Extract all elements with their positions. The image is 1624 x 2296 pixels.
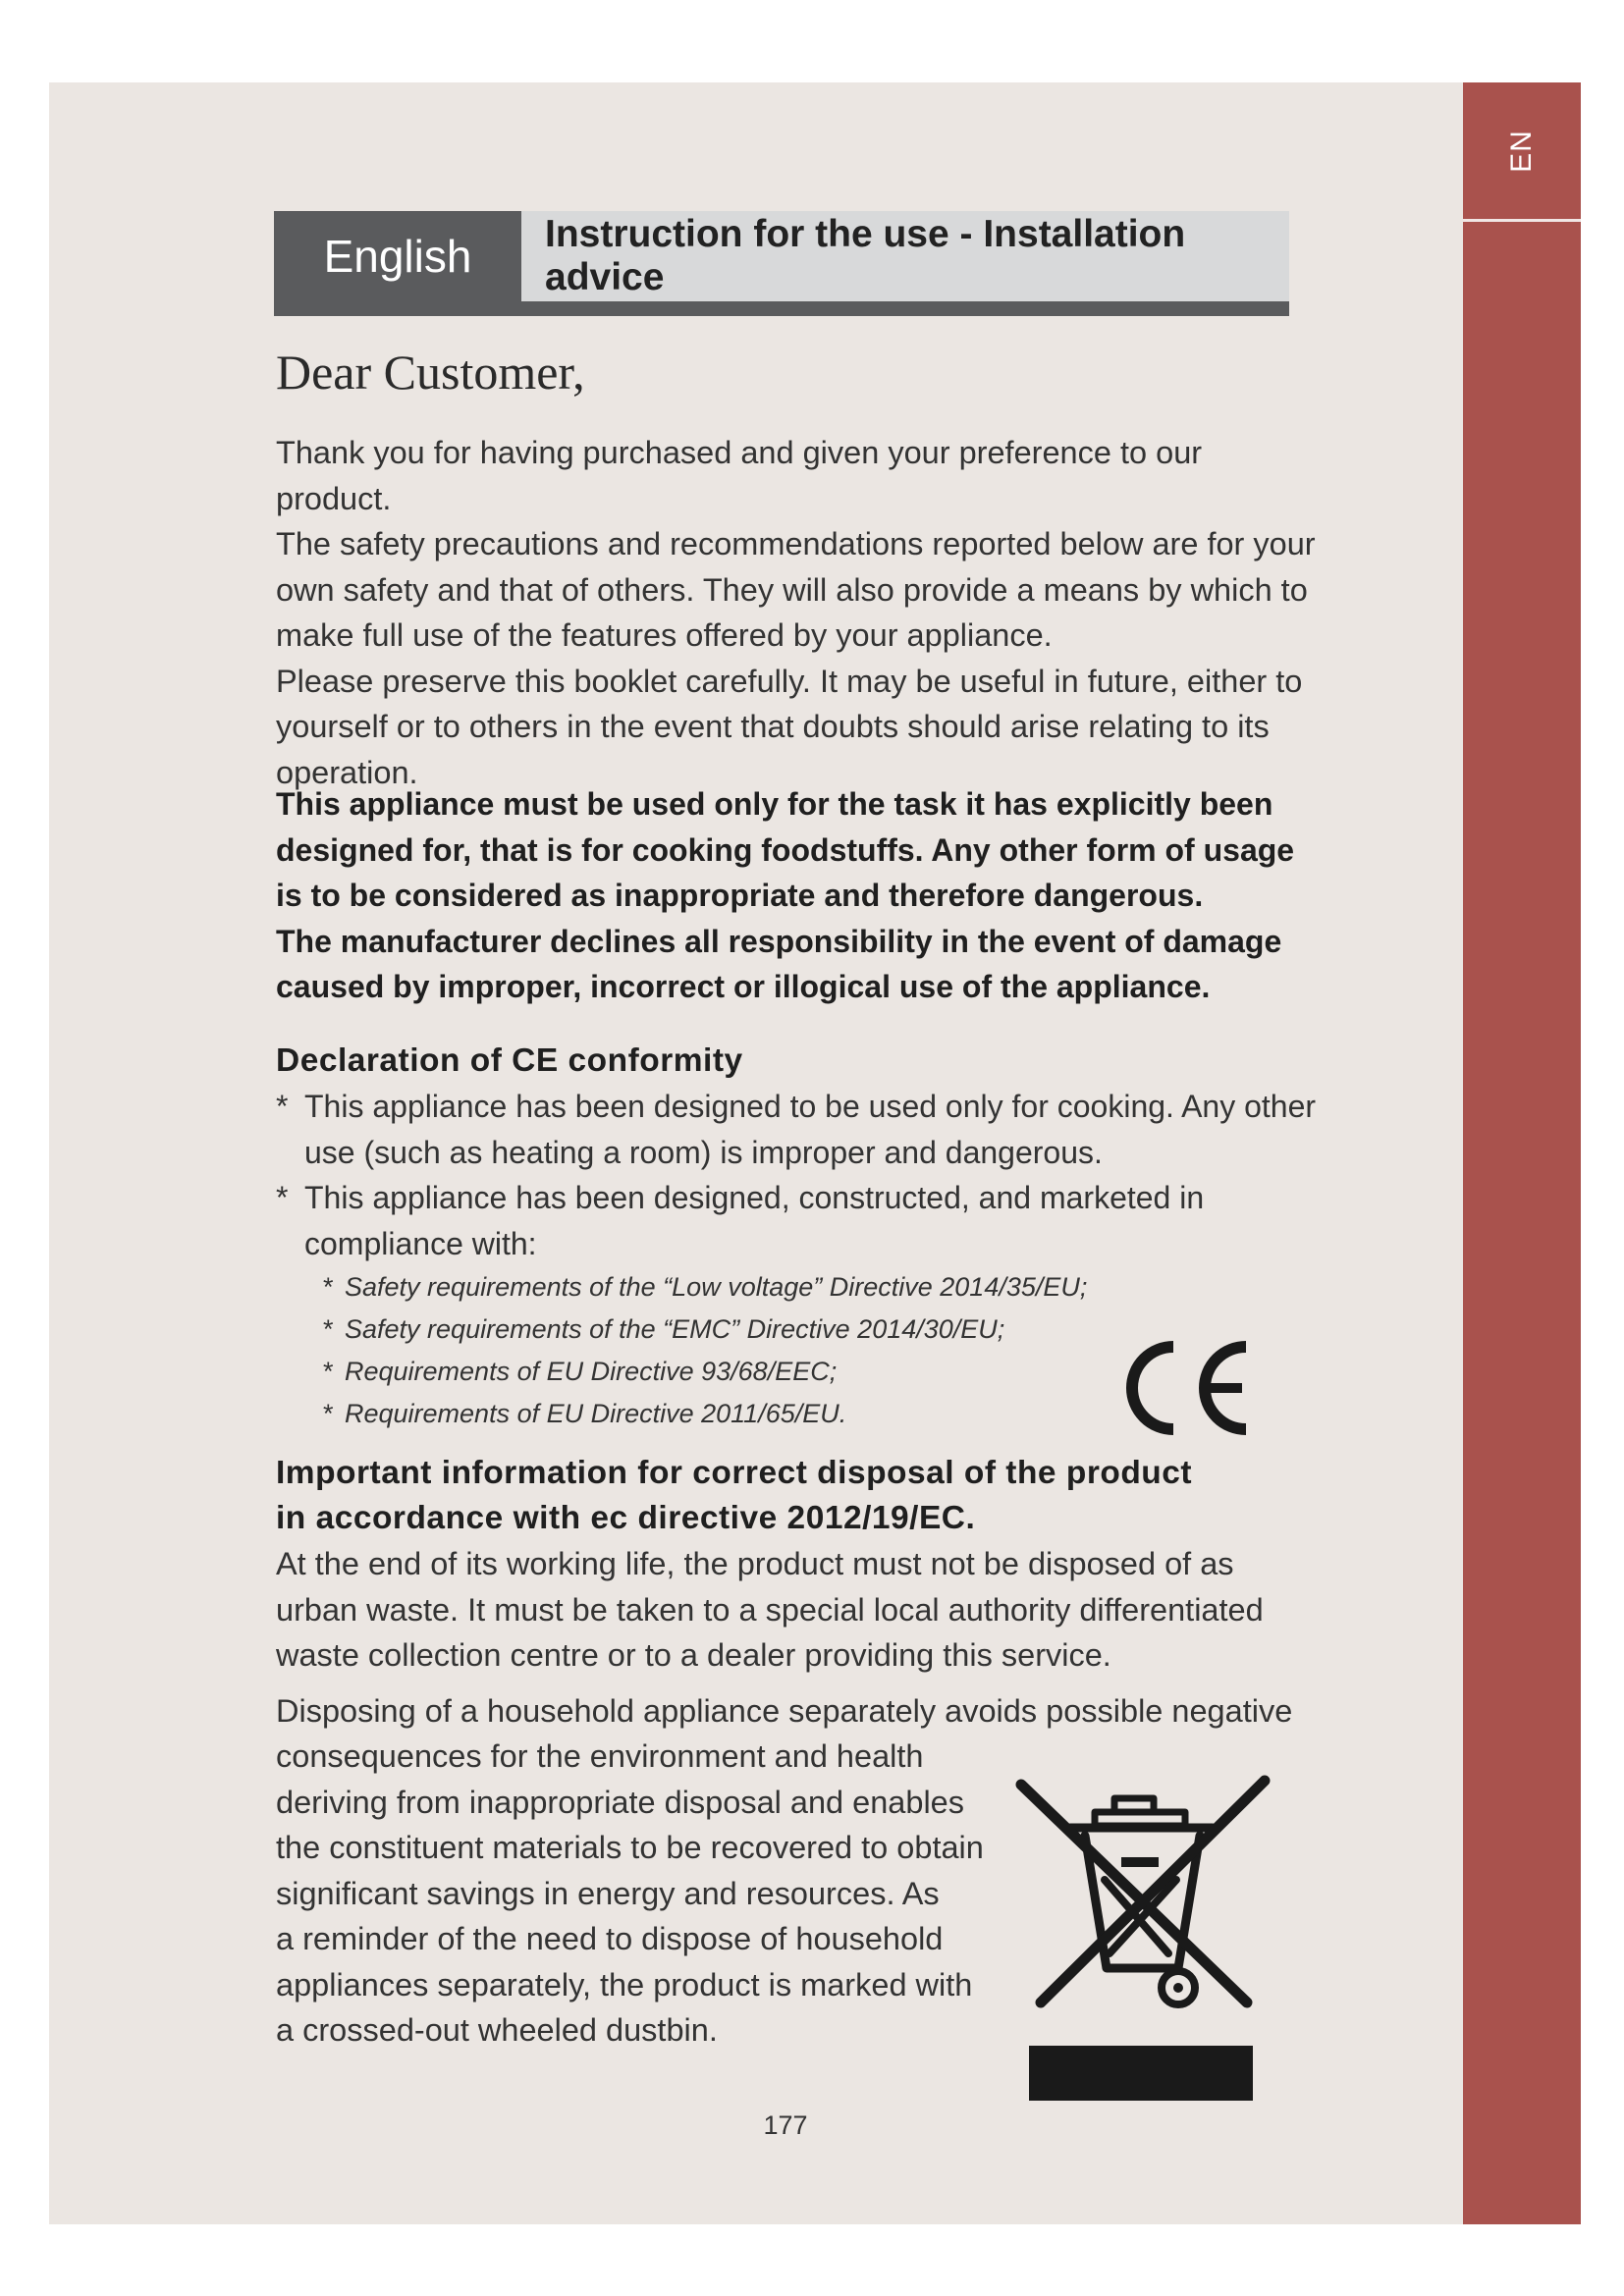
bullet-star: * <box>323 1272 334 1302</box>
directive-text: Requirements of EU Directive 2011/65/EU. <box>345 1399 847 1428</box>
ce-bullet-text: use (such as heating a room) is improper and dangerous. <box>304 1134 1103 1170</box>
ce-bullet-cont <box>276 1221 1317 1267</box>
bullet-star: * <box>323 1314 334 1344</box>
directive-text: Safety requirements of the “Low voltage” Directive 2014/35/EU; <box>345 1272 1088 1302</box>
disposal-heading: Important information for correct disposal of the product <box>276 1455 1193 1491</box>
bullet-star: * <box>323 1399 334 1428</box>
ce-mark-icon <box>1116 1337 1254 1439</box>
side-tab-label: EN <box>1505 129 1538 173</box>
page-number: 177 <box>763 2110 808 2140</box>
intro-line: Thank you for having purchased and given your preference to our product. <box>276 435 1203 516</box>
warning-paragraph <box>276 781 1317 1010</box>
directive-text: Safety requirements of the “EMC” Directive 2014/30/EU; <box>345 1314 1005 1344</box>
bullet-star: * <box>276 1180 289 1215</box>
side-accent-band <box>1463 82 1581 2224</box>
disposal-line: significant savings in energy and resources. As <box>276 1875 940 1911</box>
disposal-line: a crossed-out wheeled dustbin. <box>276 2012 718 2048</box>
ce-heading: Declaration of CE conformity <box>276 1042 743 1079</box>
bullet-star: * <box>276 1089 289 1124</box>
warning-line: designed for, that is for cooking foodstuffs. Any other form of usage <box>276 831 1295 868</box>
disposal-line: deriving from inappropriate disposal and enables <box>276 1784 964 1820</box>
intro-paragraph <box>276 430 1317 795</box>
disposal-line: a reminder of the need to dispose of household <box>276 1921 944 1956</box>
crossed-out-bin-icon <box>1011 1767 1276 2101</box>
ce-bullet <box>276 1175 1317 1221</box>
language-side-tab[interactable] <box>1463 82 1581 222</box>
disposal-line: the constituent materials to be recovered to obtain <box>276 1830 984 1865</box>
disposal-line: waste collection centre or to a dealer providing this service. <box>276 1637 1111 1673</box>
intro-line: operation. <box>276 754 418 790</box>
ce-bullet-text: This appliance has been designed, constructed, and marketed in <box>304 1180 1205 1215</box>
bin-underline-bar <box>1029 2046 1253 2101</box>
ce-bullet-cont <box>276 1130 1317 1176</box>
directive-item <box>276 1266 1317 1308</box>
disposal-heading: in accordance with ec directive 2012/19/EC. <box>276 1500 976 1536</box>
intro-line: own safety and that of others. They will also provide a means by which to <box>276 571 1308 608</box>
directive-text: Requirements of EU Directive 93/68/EEC; <box>345 1357 838 1386</box>
intro-line: make full use of the features offered by your appliance. <box>276 617 1053 653</box>
intro-line: The safety precautions and recommendations reported below are for your <box>276 526 1316 561</box>
disposal-line: appliances separately, the product is marked with <box>276 1966 973 2002</box>
warning-line: caused by improper, incorrect or illogical use of the appliance. <box>276 969 1211 1004</box>
disposal-line: Disposing of a household appliance separately avoids possible negative <box>276 1692 1293 1729</box>
bullet-star: * <box>323 1357 334 1386</box>
header-underline <box>274 301 1289 316</box>
greeting: Dear Customer, <box>276 345 585 400</box>
warning-line: is to be considered as inappropriate and therefore dangerous. <box>276 878 1204 913</box>
intro-line: yourself or to others in the event that doubts should arise relating to its <box>276 709 1270 744</box>
warning-line: This appliance must be used only for the task it has explicitly been <box>276 786 1273 822</box>
intro-line: Please preserve this booklet carefully. It may be useful in future, either to <box>276 663 1303 699</box>
header-language: English <box>274 211 521 301</box>
header-title: Instruction for the use - Installation advice <box>521 211 1289 301</box>
section-header <box>274 211 1289 316</box>
disposal-line: At the end of its working life, the product must not be disposed of as <box>276 1546 1234 1581</box>
ce-bullet-text: compliance with: <box>304 1225 537 1261</box>
ce-bullet <box>276 1084 1317 1130</box>
warning-line: The manufacturer declines all responsibility in the event of damage <box>276 923 1282 959</box>
ce-bullet-text: This appliance has been designed to be used only for cooking. Any other <box>304 1089 1317 1124</box>
disposal-line: consequences for the environment and health <box>276 1738 924 1774</box>
disposal-line: urban waste. It must be taken to a special local authority differentiated <box>276 1591 1264 1628</box>
